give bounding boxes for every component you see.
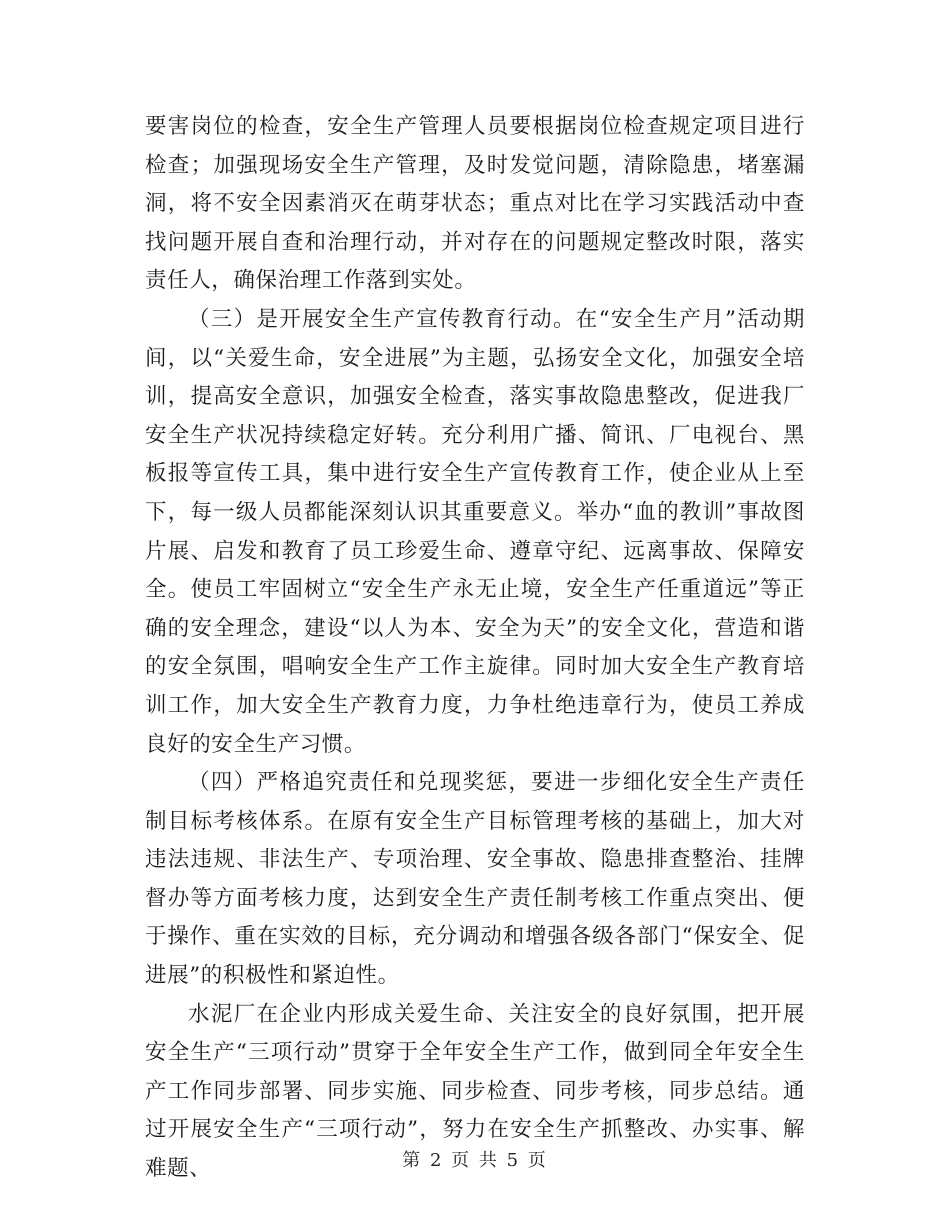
page-number-footer: 第 2 页 共 5 页: [402, 1150, 548, 1171]
paragraph-summary: 水泥厂在企业内形成关爱生命、关注安全的良好氛围，把开展安全生产“三项行动”贯穿于全年安全生产工作，做到同全年安全生产工作同步部署、同步实施、同步检查、同步考核，同步总结。通过开展安全生产“三项行动”，努力在安全生产抓整改、办实事、解难题、: [145, 1001, 805, 1182]
paragraph-section-3: （三）是开展安全生产宣传教育行动。在“安全生产月”活动期间，以“关爱生命，安全进展”为主题，弘扬安全文化，加强安全培训，提高安全意识，加强安全检查，落实事故隐患整改，促进我厂安全生产状况持续稳定好转。充分利用广播、简讯、厂电视台、黑板报等宣传工具，集中进行安全生产宣传教育工作，使企业从上至下，每一级人员都能深刻认识其重要意义。举办“血的教训”事故图片展、启发和教育了员工珍爱生命、遵章守纪、远离事故、保障安全。使员工牢固树立“安全生产永无止境，安全生产任重道远”等正确的安全理念，建设“以人为本、安全为天”的安全文化，营造和谐的安全氛围，唱响安全生产工作主旋律。同时加大安全生产教育培训工作，加大安全生产教育力度，力争杜绝违章行为，使员工养成良好的安全生产习惯。: [145, 306, 805, 757]
paragraph-section-4: （四）严格追究责任和兑现奖惩，要进一步细化安全生产责任制目标考核体系。在原有安全生产目标管理考核的基础上，加大对违法违规、非法生产、专项治理、安全事故、隐患排查整治、挂牌督办等方面考核力度，达到安全生产责任制考核工作重点突出、便于操作、重在实效的目标，充分调动和增强各级各部门“保安全、促进展”的积极性和紧迫性。: [145, 770, 805, 989]
document-page: [145, 108, 805, 1189]
paragraph-continuation: 要害岗位的检查，安全生产管理人员要根据岗位检查规定项目进行检查；加强现场安全生产管理，及时发觉问题，清除隐患，堵塞漏洞，将不安全因素消灭在萌芽状态；重点对比在学习实践活动中查找问题开展自查和治理行动，并对存在的问题规定整改时限，落实责任人，确保治理工作落到实处。: [145, 114, 805, 294]
